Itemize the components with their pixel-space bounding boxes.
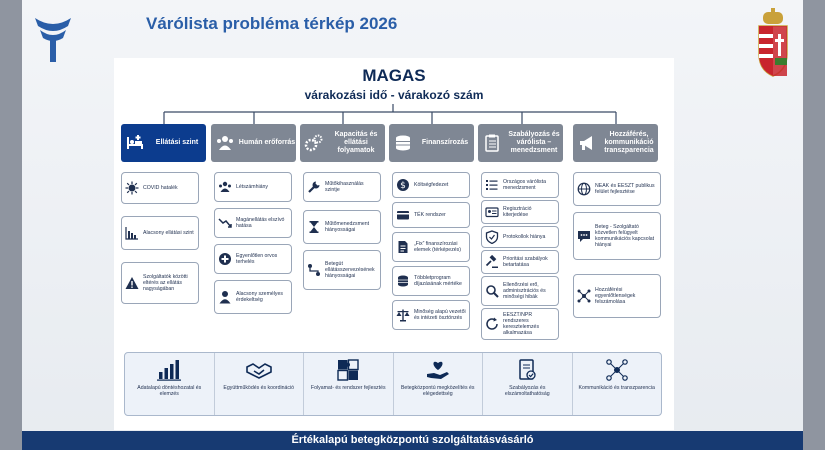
problem-card: [214, 244, 292, 274]
solution-label: Betegközpontú megközelítés és elégedettség: [400, 385, 475, 397]
solution-label: Szabályozás és elszámoltathatóság: [504, 385, 550, 397]
card-text: Műtőkihasználás szintje: [325, 180, 364, 193]
wrench-icon: [307, 180, 321, 194]
category-label: Kapacitás és ellátási folyamatok: [334, 131, 378, 154]
category-human-eroforras: [211, 124, 296, 162]
card-text: „Fix” finanszírozási elemek (térképezés): [414, 240, 461, 253]
video-edge-left: [0, 0, 22, 450]
solution-label: Kommunikáció és transzparencia: [578, 385, 655, 391]
page-title: Várólista probléma térkép 2026: [146, 14, 398, 33]
card-icon: [396, 208, 410, 222]
refresh-icon: [485, 317, 499, 331]
category-kapacitas: [300, 124, 385, 162]
problem-card: [214, 280, 292, 314]
coins-icon: [393, 133, 413, 153]
connector-lines: [114, 58, 674, 130]
card-text: COVID hatalék: [143, 184, 178, 191]
diagram-subheading: várakozási idő - várakozó szám: [304, 88, 484, 102]
svg-text:$: $: [400, 181, 406, 192]
solutions-bar: [124, 352, 662, 416]
problem-card: [392, 300, 470, 330]
gears-icon: [304, 133, 324, 153]
card-text: Prioritási szabályok betartatása: [503, 255, 548, 268]
problem-card: [121, 172, 199, 204]
chart-down-icon: [218, 216, 232, 230]
puzzle-icon: [335, 359, 361, 381]
problem-card: [214, 208, 292, 238]
problem-card: [392, 172, 470, 198]
problem-card: [573, 172, 661, 206]
dollar-icon: [396, 178, 410, 192]
problem-card: [303, 172, 381, 202]
card-text: Ellenőrzési erő, adminisztrációs és minőségi hibák: [503, 281, 546, 301]
warning-icon: [125, 276, 139, 290]
card-text: Regisztráció kiterjedése: [503, 205, 532, 218]
card-text: Alacsony ellátási szint: [143, 229, 194, 236]
category-szabalyozas: [478, 124, 563, 162]
shield-icon: [485, 230, 499, 244]
problem-card: [573, 212, 661, 260]
card-text: Protokollok hiánya: [503, 233, 546, 240]
card-text: Betegút ellátásszervezésének hiányosságai: [325, 260, 375, 280]
card-text: Országos várólista menedzsment: [503, 178, 546, 191]
category-hozzaferes: [573, 124, 658, 162]
solution-label: Együttműködés és koordináció: [223, 385, 295, 391]
document-icon: [396, 240, 410, 254]
problem-card: [573, 274, 661, 318]
card-text: Hozzáférési egyenlőtlenségek felszámolása: [595, 286, 636, 306]
card-text: TÉK rendszer: [414, 211, 446, 218]
solution-item: [573, 353, 662, 415]
scale-icon: [396, 308, 410, 322]
card-text: Szolgáltatók közötti eltérés az ellátás nagyságában: [143, 273, 188, 293]
card-text: Költségfedezet: [414, 181, 449, 188]
card-text: EESZT/NPR rendszeres keresztelemzés alkalmazása: [503, 311, 540, 337]
id-card-icon: [485, 205, 499, 219]
solution-item: [304, 353, 394, 415]
coat-of-arms-icon: [756, 8, 790, 80]
list-icon: [485, 178, 499, 192]
card-text: Minőség alapú vezetői és intézeti ösztönzés: [414, 308, 466, 321]
hourglass-icon: [307, 220, 321, 234]
clipboard-icon: [482, 133, 502, 153]
solution-item: [125, 353, 215, 415]
virus-icon: [125, 181, 139, 195]
problem-card: [481, 250, 559, 274]
category-label: Hozzáférés, kommunikáció transzparencia: [604, 131, 654, 154]
organization-logo: [32, 14, 74, 66]
problem-card: [121, 262, 199, 304]
card-text: Magánellátás elszívó hatása: [236, 216, 285, 229]
problem-card: [392, 232, 470, 262]
problem-card: [481, 226, 559, 248]
heart-hand-icon: [425, 359, 451, 381]
problem-card: [481, 276, 559, 306]
problem-card: [303, 250, 381, 290]
problem-card: [303, 210, 381, 244]
video-edge-right: [803, 0, 825, 450]
category-label: Finanszírozás: [421, 139, 469, 146]
globe-icon: [577, 182, 591, 196]
card-text: Műtőmenedzsment hiányosságai: [325, 220, 370, 233]
card-text: Többletprogram díjazásának mértéke: [414, 274, 462, 287]
magnifier-icon: [485, 284, 499, 298]
problem-map-panel: [114, 58, 674, 430]
card-text: NEAK és EESZT publikus felület fejlesztése: [595, 182, 655, 195]
gavel-icon: [485, 255, 499, 269]
category-label: Ellátási szint: [155, 139, 199, 146]
problem-card: [481, 308, 559, 340]
solution-item: [483, 353, 573, 415]
checklist-icon: [514, 359, 540, 381]
problem-card: [214, 172, 292, 202]
solution-label: Adatalapú döntéshozatal és elemzés: [137, 385, 202, 397]
footer-banner: Értékalapú betegközpontú szolgáltatásvásárló: [22, 431, 803, 450]
people-icon: [218, 180, 232, 194]
diagram-heading: MAGAS: [362, 66, 426, 85]
card-text: Létszámhiány: [236, 183, 269, 190]
coins-icon: [396, 274, 410, 288]
category-label: Szabályozás és várólista – menedzsment: [508, 131, 560, 154]
person-icon: [218, 290, 232, 304]
problem-card: [121, 216, 199, 250]
problem-card: [481, 172, 559, 198]
bar-chart-icon: [156, 359, 182, 381]
solution-label: Folyamat- és rendszer fejlesztés: [310, 385, 386, 391]
pathway-icon: [307, 263, 321, 277]
solution-item: [394, 353, 484, 415]
card-text: Egyenlőtlen orvos terhelés: [236, 252, 278, 265]
network-icon: [604, 359, 630, 381]
network-icon: [577, 289, 591, 303]
card-text: Alacsony személyes érdekeltség: [236, 290, 283, 303]
problem-card: [392, 202, 470, 228]
hospital-bed-icon: [125, 133, 145, 153]
chart-down-icon: [125, 226, 139, 240]
card-text: Beteg - Szolgáltató közvetlen felügyelt kommunikációs kapcsolat hiányai: [595, 223, 655, 249]
plus-circle-icon: [218, 252, 232, 266]
solution-item: [215, 353, 305, 415]
megaphone-icon: [577, 133, 597, 153]
chat-icon: [577, 229, 591, 243]
problem-card: [392, 266, 470, 296]
category-finanszirozas: [389, 124, 474, 162]
category-label: Humán erőforrás: [238, 139, 296, 146]
people-icon: [215, 133, 235, 153]
problem-card: [481, 200, 559, 224]
handshake-icon: [246, 359, 272, 381]
category-ellatasi-szint: [121, 124, 206, 162]
